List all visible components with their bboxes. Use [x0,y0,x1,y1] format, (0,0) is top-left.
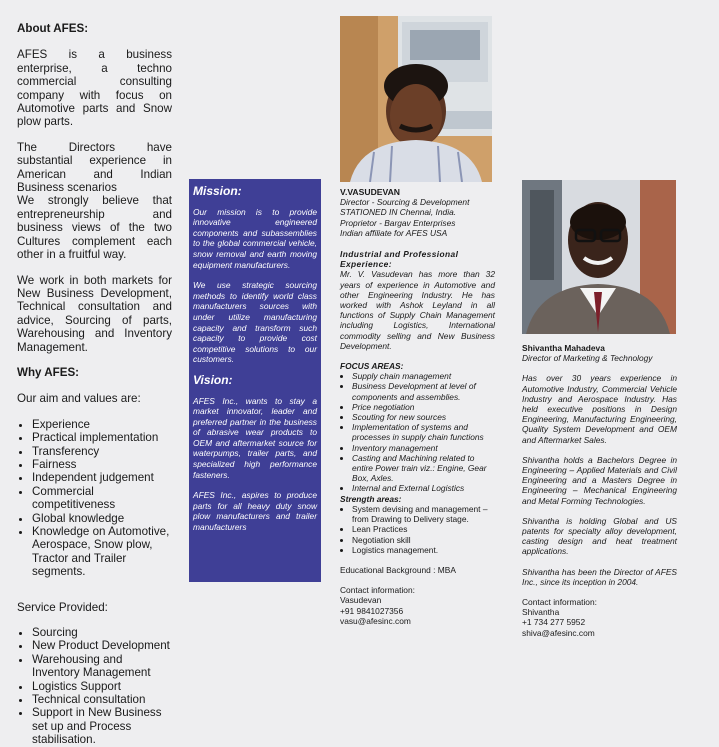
list-item: • Warehousing and Inventory Management [32,653,172,680]
vasudevan-photo [340,16,492,182]
list-item: • Price negotiation [352,402,495,412]
shivantha-paragraph-4: Shivantha has been the Director of AFES Inc., since its inception in 2004. [522,566,677,587]
list-item: • Internal and External Logistics [352,483,495,493]
contact-email[interactable]: shiva@afesinc.com [522,627,595,638]
list-item: • Business Development at level of components and assemblies. [352,381,495,401]
list-item: • Sourcing [32,626,172,639]
list-item: • Supply chain management [352,371,495,381]
list-item: • Global knowledge [32,512,172,525]
about-paragraph-2b: We strongly believe that entrepreneurship and business views of the two Cultures complement each other in a fruitful way. [17,194,172,262]
list-item: • Lean Practices [352,524,495,534]
services-heading: Service Provided: [17,600,108,614]
list-item: • Negotiation skill [352,535,495,545]
why-intro: Our aim and values are: [17,392,141,406]
list-item: • Commercial competitiveness [32,485,172,512]
contact-email[interactable]: vasu@afesinc.com [340,615,411,626]
list-item: • Transferency [32,445,172,458]
about-paragraph-3: We work in both markets for New Business Development, Technical consultation and advice, Sourcing of parts, Warehousing and Inventory Management. [17,273,172,354]
vision-paragraph-2: AFES Inc., aspires to produce parts for all heavy duty snow plow manufacturers and trailer manufacturers [193,490,317,533]
focus-heading: FOCUS AREAS: [340,361,404,372]
vision-heading: Vision: [193,372,233,387]
about-heading: About AFES: [17,22,89,35]
about-column [17,22,172,747]
strength-list [340,504,495,555]
why-heading: Why AFES: [17,365,80,379]
list-item: • Scouting for new sources [352,412,495,422]
list-item: • System devising and management – from Drawing to Delivery stage. [352,504,495,524]
contact-name: Shivantha [522,607,560,618]
contact-phone: +91 9841027356 [340,605,404,616]
vasudevan-title-4: Indian affiliate for AFES USA [340,227,448,238]
mission-heading: Mission: [193,184,242,198]
contact-phone: +1 734 277 5952 [522,617,586,628]
list-item: • New Product Development [32,639,172,652]
mission-paragraph-1: Our mission is to provide innovative engineered components and subassemblies to the global commercial vehicle, snow removal and earth moving equipment manufacturers. [193,206,317,270]
list-item: • Practical implementation [32,431,172,444]
list-item: • Inventory management [352,443,495,453]
shivantha-name: Shivantha Mahadeva [522,343,605,353]
list-item: • Knowledge on Automotive, Aerospace, Snow plow, Tractor and Trailer segments. [32,525,172,579]
list-item: • Implementation of systems and processes in supply chain functions [352,422,495,442]
why-list [17,418,172,579]
strength-heading: Strength areas: [340,493,402,504]
vasudevan-title-2: STATIONED IN Chennai, India. [340,207,457,218]
about-paragraph-2a: The Directors have substantial experience in American and Indian Business scenarios [17,140,172,195]
shivantha-photo [522,180,676,334]
vasudevan-title-1: Director - Sourcing & Development [340,197,470,208]
experience-heading: Industrial and Professional Experience: [340,249,459,270]
vision-paragraph-1: AFES Inc., wants to stay a market innovator, leader and preferred partner in the business of abrasive wear products to OEM and aftermarket source for waterpumps, trailer parts, and specialized high performance fasteners. [193,395,317,480]
focus-list [340,371,495,493]
shivantha-paragraph-3: Shivantha is holding Global and US patents for specialty alloy development, casting design and heat treatment applications. [522,515,677,557]
shivantha-paragraph-1: Has over 30 years experience in Automotive Industry, Commercial Vehicle Industry and Aerospace Industry. Has held executive positions in Design Engineering, Manufacturing Engineering, Quality System Development and OEM and Aftermarket Sales. [522,373,677,445]
vasudevan-title-3: Proprietor - Bargav Enterprises [340,217,456,228]
contact-heading: Contact information: [340,585,415,596]
list-item: • Fairness [32,458,172,471]
shivantha-title: Director of Marketing & Technology [522,353,653,364]
mission-vision-panel [189,179,321,582]
shivantha-paragraph-2: Shivantha holds a Bachelors Degree in Engineering – Applied Materials and Civil Engineering and a Masters Degree in Engineering – Mechanical Engineering and Metal Forming Technologies. [522,454,677,506]
vasudevan-profile [340,187,495,626]
services-list [17,626,172,747]
list-item: • Casting and Machining related to entire Power train viz.: Engine, Gear Box, Axles. [352,453,495,484]
mission-paragraph-2: We use strategic sourcing methods to identify world class manufacturers sources with under utilize manufacturing capacity and transform such capacity to provide cost competitive solutions to our customers. [193,280,317,365]
list-item: • Technical consultation [32,693,172,706]
about-paragraph-1: AFES is a business enterprise, a techno commercial consulting company with focus on Automotive parts and Snow plow parts. [17,48,172,129]
list-item: • Logistics management. [352,545,495,555]
list-item: • Logistics Support [32,680,172,693]
contact-heading: Contact information: [522,597,597,608]
list-item: • Independent judgement [32,471,172,484]
shivantha-profile [522,343,677,638]
contact-name: Vasudevan [340,595,382,606]
education: Educational Background : MBA [340,564,456,575]
list-item: • Support in New Business set up and Process stabilisation. [32,706,172,746]
list-item: • Experience [32,418,172,431]
experience-text: Mr. V. Vasudevan has more than 32 years of experience in Automotive and other Engineering Industry. He has worked with Ashok Leyland in all functions of Supply Chain Management including Logistics, International commodity selling and New Business Development. [340,269,495,351]
vasudevan-name: V.VASUDEVAN [340,187,401,197]
